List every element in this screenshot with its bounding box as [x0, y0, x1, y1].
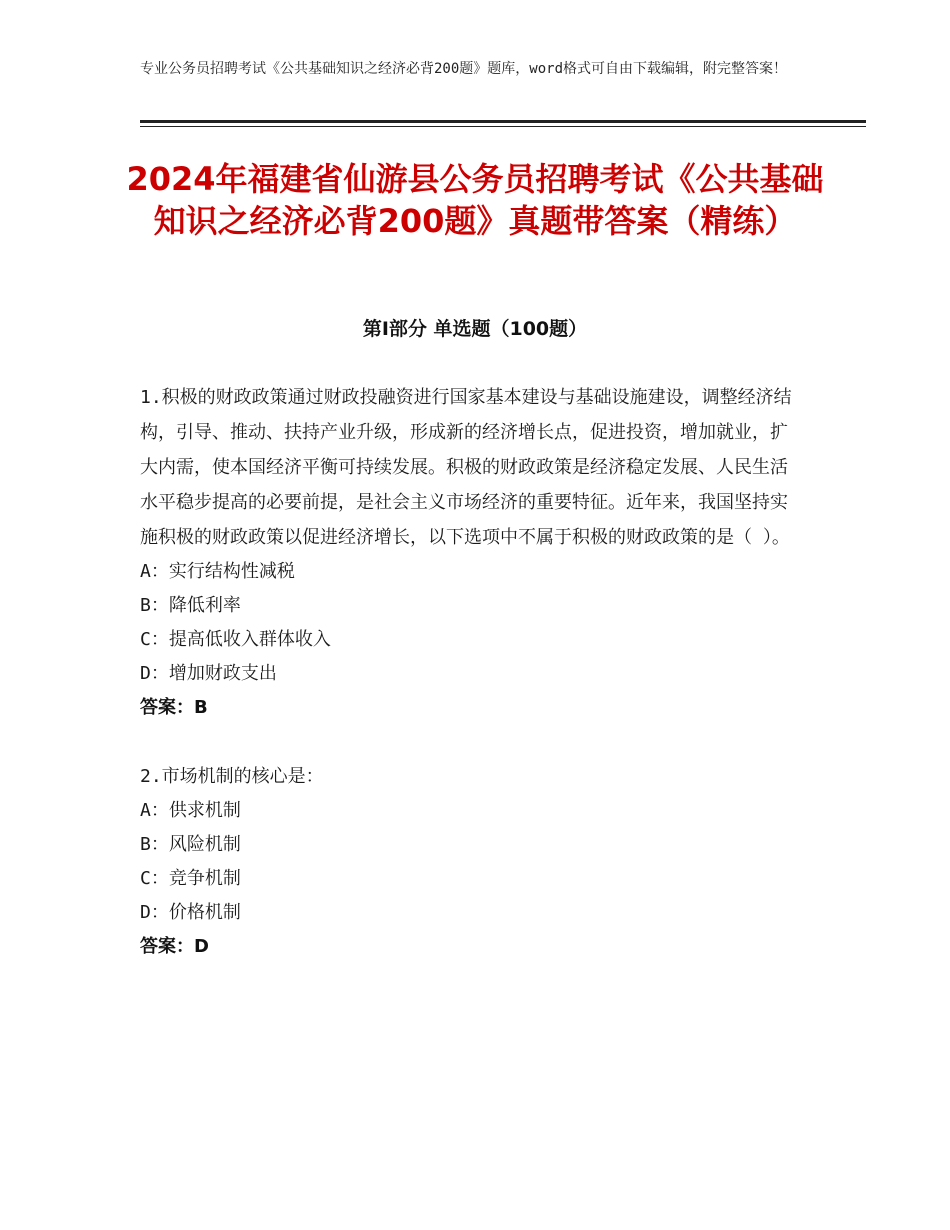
question-2 [140, 759, 800, 964]
question-1 [140, 380, 800, 725]
option-a: A：供求机制 [140, 800, 241, 821]
document-title: 2024年福建省仙游县公务员招聘考试《公共基础知识之经济必背200题》真题带答案（精练） [126, 160, 824, 240]
option-b: B：降低利率 [140, 595, 241, 616]
option-d: D：价格机制 [140, 902, 241, 923]
option-d: D：增加财政支出 [140, 663, 277, 684]
header-rule-thin [140, 126, 866, 127]
question-stem: 1.积极的财政政策通过财政投融资进行国家基本建设与基础设施建设，调整经济结构，引导、推动、扶持产业升级，形成新的经济增长点，促进投资，增加就业，扩大内需，使本国经济平衡可持续发展。积极的财政政策是经济稳定发展、人民生活水平稳步提高的必要前提，是社会主义市场经济的重要特征。近年来，我国坚持实施积极的财政政策以促进经济增长，以下选项中不属于积极的财政政策的是（ ）。 [140, 387, 792, 548]
header-note: 专业公务员招聘考试《公共基础知识之经济必背200题》题库，word格式可自由下载编辑，附完整答案！ [140, 61, 787, 77]
header-rule-thick [140, 120, 866, 123]
option-a: A：实行结构性减税 [140, 561, 295, 582]
option-b: B：风险机制 [140, 834, 241, 855]
option-c: C：提高低收入群体收入 [140, 629, 331, 650]
question-list [140, 380, 800, 998]
answer: 答案：D [140, 936, 209, 957]
section-title: 第Ⅰ部分 单选题（100题） [362, 318, 588, 340]
question-stem: 2.市场机制的核心是： [140, 766, 324, 787]
option-c: C：竞争机制 [140, 868, 241, 889]
answer: 答案：B [140, 697, 208, 718]
